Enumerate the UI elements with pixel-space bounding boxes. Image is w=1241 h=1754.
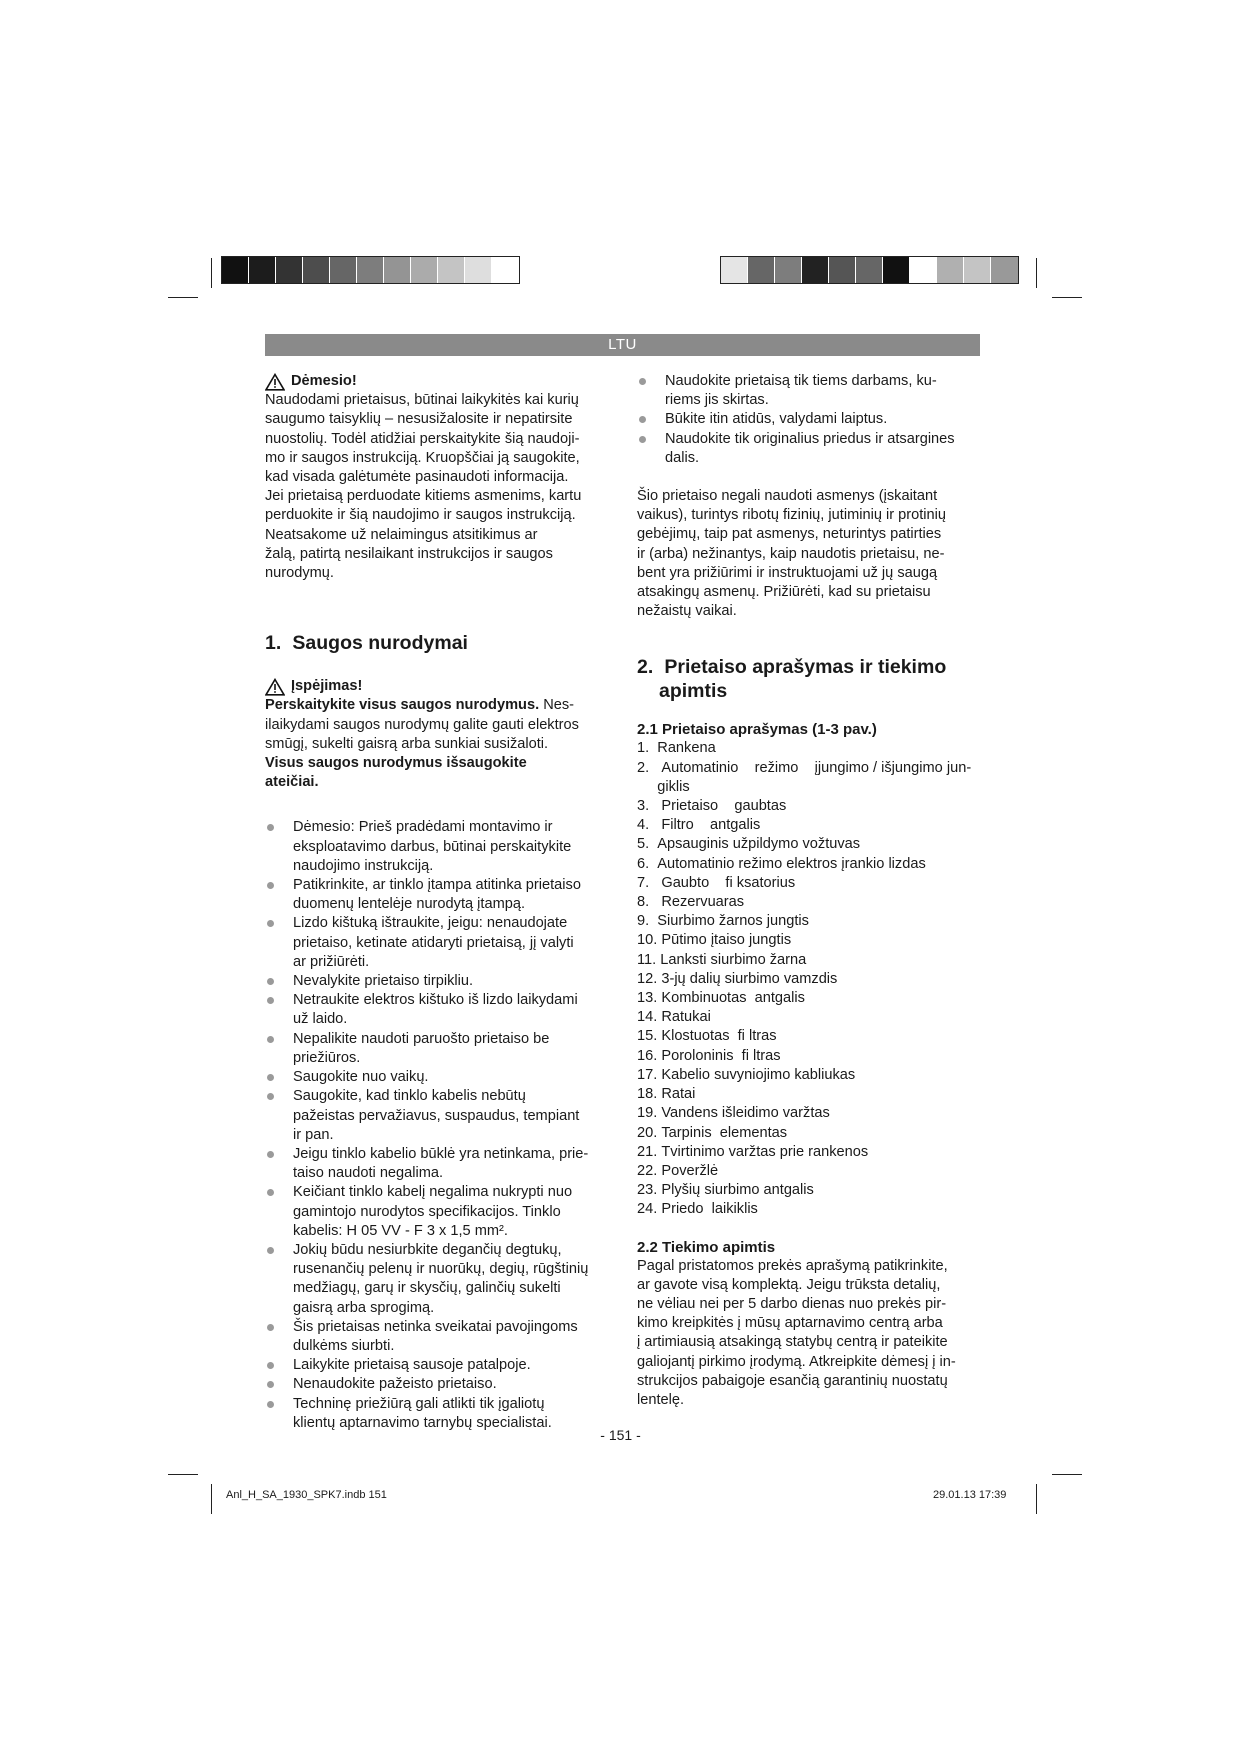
color-swatch xyxy=(856,257,883,283)
color-swatch xyxy=(964,257,991,283)
bullet-line: Keičiant tinklo kabelį negalima nukrypti nuo xyxy=(293,1184,573,1201)
part-item xyxy=(637,1124,1002,1143)
part-label: Poroloninis fi ltras xyxy=(661,1047,781,1064)
color-swatch xyxy=(991,257,1018,283)
part-item xyxy=(637,1047,1002,1066)
part-number: 15. xyxy=(637,1028,662,1045)
bullet-line: pažeistas pervažiavus, suspaudus, tempiant xyxy=(293,1107,580,1124)
bullet-line: gamintojo nurodytos specifikacijos. Tinklo xyxy=(293,1203,561,1220)
language-code: LTU xyxy=(608,336,637,353)
color-swatch xyxy=(883,257,910,283)
attention-title: Dėmesio! xyxy=(291,373,357,389)
persons-line: ir (arba) nežinantys, kaip naudotis prietaisu, ne- xyxy=(637,545,945,562)
section-title: Saugos nurodymai xyxy=(292,632,468,655)
persons-line: gebėjimų, taip pat asmenys, neturintys patirties xyxy=(637,526,942,543)
bullet-item xyxy=(265,1030,610,1068)
bullet-item xyxy=(265,818,610,876)
bullet-line: riems jis skirtas. xyxy=(665,392,769,409)
part-label: Poveržlė xyxy=(661,1162,719,1179)
bullet-line: taiso naudoti negalima. xyxy=(293,1165,444,1182)
supply-line: kimo kreipkitės į mūsų aptarnavimo centrą arba xyxy=(637,1315,943,1332)
section-number: 2. xyxy=(637,656,654,679)
part-item xyxy=(637,931,1002,950)
part-label: Plyšių siurbimo antgalis xyxy=(661,1182,814,1199)
warning-text xyxy=(265,716,610,754)
bullet-line: Saugokite nuo vaikų. xyxy=(293,1069,429,1086)
footer-date: 29.01.13 17:39 xyxy=(933,1489,1007,1501)
supply-line: Pagal pristatomos prekės aprašymą patikrinkite, xyxy=(637,1257,948,1274)
part-number: 12. xyxy=(637,970,662,987)
bullet-line: Naudokite prietaisą tik tiems darbams, ku- xyxy=(665,373,937,389)
bullet-item xyxy=(265,1087,610,1145)
bullet-line: kabelis: H 05 VV - F 3 x 1,5 mm². xyxy=(293,1222,508,1239)
part-number: 13. xyxy=(637,990,662,1007)
part-item xyxy=(637,912,1002,931)
bullet-line: dulkėms siurbti. xyxy=(293,1337,395,1354)
color-swatch xyxy=(276,257,303,283)
supply-line: galiojantį pirkimo įrodymą. Atkreipkite dėmesį į in- xyxy=(637,1353,956,1370)
part-number: 24. xyxy=(637,1201,662,1218)
persons-line: vaikus), turintys ribotų fizinių, jutiminių ir protinių xyxy=(637,507,947,524)
right-column xyxy=(637,372,1002,1410)
footer-file: Anl_H_SA_1930_SPK7.indb 151 xyxy=(226,1489,387,1501)
part-label: Gaubto fi ksatorius xyxy=(661,874,796,891)
bullet-line: prietaiso, ketinate atidaryti prietaisą, jį valyti xyxy=(293,934,574,951)
attention-text xyxy=(265,391,610,583)
part-number: 1. xyxy=(637,740,658,757)
supply-line: į artimiausią atsakingą statybų centrą ir pateikite xyxy=(637,1334,948,1351)
bullet-item xyxy=(637,410,1002,429)
bullet-line: Patikrinkite, ar tinklo įtampa atitinka prietaiso xyxy=(293,877,581,894)
print-color-bar-right xyxy=(720,256,1019,284)
bullet-line: rusenančių pelenų ir nuorūkų, degių, rūgštinių xyxy=(293,1261,589,1278)
part-item xyxy=(637,989,1002,1008)
section-title: Prietaiso aprašymas ir tiekimo xyxy=(664,656,947,679)
warning-lead-bold: Perskaitykite visus saugos nurodymus. xyxy=(265,697,540,714)
bullet-line: eksploatavimo darbus, būtinai perskaitykite xyxy=(293,838,572,855)
part-number: 22. xyxy=(637,1162,662,1179)
warning-keep-line: ateičiai. xyxy=(265,774,319,791)
part-item xyxy=(637,970,1002,989)
attention-line: saugumo taisyklių – nesusižalosite ir nepatirsite xyxy=(265,411,573,428)
bullet-line: priežiūros. xyxy=(293,1049,361,1066)
attention-line: nuostolių. Todėl atidžiai perskaitykite šią naudoji- xyxy=(265,430,580,447)
bullet-line: duomenų lentelėje nurodytą įtampą. xyxy=(293,896,526,913)
bullet-item xyxy=(265,876,610,914)
print-color-bar-left xyxy=(221,256,520,284)
part-label: Automatinio režimo elektros įrankio lizdas xyxy=(657,855,926,872)
color-swatch xyxy=(384,257,411,283)
part-label: Vandens išleidimo varžtas xyxy=(661,1105,830,1122)
bullet-line: Dėmesio: Prieš pradėdami montavimo ir xyxy=(293,819,553,836)
section-2-heading xyxy=(637,655,1002,703)
part-number: 4. xyxy=(637,817,662,834)
section-1-heading xyxy=(265,631,610,655)
part-label: Apsauginis užpildymo vožtuvas xyxy=(657,836,861,853)
subsection-2-1-heading: 2.1 Prietaiso aprašymas (1-3 pav.) xyxy=(637,721,877,739)
bullet-item xyxy=(265,914,610,972)
bullet-line: Nenaudokite pažeisto prietaiso. xyxy=(293,1376,497,1393)
attention-line: Jei prietaisą perduodate kitiems asmenims, kartu xyxy=(265,488,582,505)
part-number: 6. xyxy=(637,855,658,872)
attention-line: žalą, patirtą nesilaikant instrukcijos ir saugos xyxy=(265,545,553,562)
crop-mark xyxy=(1036,1484,1037,1514)
part-item xyxy=(637,1162,1002,1181)
bullet-line: dalis. xyxy=(665,449,700,466)
supply-text xyxy=(637,1257,1002,1411)
bullet-line: Šis prietaisas netinka sveikatai pavojingoms xyxy=(293,1318,578,1335)
part-item xyxy=(637,778,1002,797)
bullet-line: Jokių būdu nesiurbkite degančių degtukų, xyxy=(293,1241,562,1258)
supply-line: ar gavote visą komplektą. Jeigu trūksta detalių, xyxy=(637,1276,941,1293)
part-item xyxy=(637,1143,1002,1162)
bullet-item xyxy=(265,1183,610,1241)
part-label: Pūtimo įtaiso jungtis xyxy=(661,932,792,949)
part-item xyxy=(637,759,1002,778)
bullet-line: medžiagų, garų ir skysčių, galinčių sukelti xyxy=(293,1280,561,1297)
part-label: Filtro antgalis xyxy=(661,817,761,834)
attention-line: Neatsakome už nelaimingus atsitikimus ar xyxy=(265,526,538,543)
bullet-line: Lizdo kištuką ištraukite, jeigu: nenaudojate xyxy=(293,915,568,932)
bullet-line: Saugokite, kad tinklo kabelis nebūtų xyxy=(293,1088,526,1105)
color-swatch xyxy=(721,257,748,283)
part-label: Automatinio režimo įjungimo / išjungimo jun- xyxy=(661,759,972,776)
part-number: 3. xyxy=(637,798,662,815)
bullet-item xyxy=(265,1241,610,1318)
part-number: 18. xyxy=(637,1086,662,1103)
part-label: Kabelio suvyniojimo kabliukas xyxy=(661,1066,856,1083)
left-column xyxy=(265,372,610,1433)
parts-list xyxy=(637,739,1002,1219)
part-item xyxy=(637,835,1002,854)
bullet-line: klientų aptarnavimo tarnybų specialistai. xyxy=(293,1414,552,1431)
bullet-item xyxy=(265,1318,610,1356)
part-item xyxy=(637,797,1002,816)
part-label: Priedo laikiklis xyxy=(661,1201,758,1218)
part-label: giklis xyxy=(657,778,690,795)
crop-mark xyxy=(211,258,212,288)
section-title-cont: apimtis xyxy=(659,680,728,703)
part-label: Tarpinis elementas xyxy=(661,1124,788,1141)
warning-line: ilaikydami saugos nurodymų galite gauti elektros xyxy=(265,716,579,733)
part-label: Ratukai xyxy=(661,1009,711,1026)
bullet-item xyxy=(265,991,610,1029)
bullet-line: Nepalikite naudoti paruošto prietaiso be xyxy=(293,1030,550,1047)
attention-line: mo ir saugos instrukciją. Kruopščiai ją saugokite, xyxy=(265,449,580,466)
crop-mark xyxy=(1052,1474,1082,1475)
part-label: Lanksti siurbimo žarna xyxy=(660,951,807,968)
bullet-item xyxy=(265,1068,610,1087)
bullet-line: Laikykite prietaisą sausoje patalpoje. xyxy=(293,1357,531,1374)
part-number: 5. xyxy=(637,836,658,853)
part-item xyxy=(637,816,1002,835)
part-item xyxy=(637,1104,1002,1123)
color-swatch xyxy=(775,257,802,283)
part-number: 17. xyxy=(637,1066,662,1083)
part-item xyxy=(637,1008,1002,1027)
color-swatch xyxy=(748,257,775,283)
part-number: 2. xyxy=(637,759,662,776)
bullet-line: gaisrą arba sprogimą. xyxy=(293,1299,435,1316)
crop-mark xyxy=(168,297,198,298)
part-number: 20. xyxy=(637,1124,662,1141)
color-swatch xyxy=(357,257,384,283)
part-number: 14. xyxy=(637,1009,662,1026)
warning-heading xyxy=(265,677,610,696)
warning-title: Įspėjimas! xyxy=(291,678,363,695)
color-swatch xyxy=(802,257,829,283)
part-item xyxy=(637,874,1002,893)
color-swatch xyxy=(465,257,492,283)
color-swatch xyxy=(330,257,357,283)
warning-keep-text xyxy=(265,754,610,792)
color-swatch xyxy=(303,257,330,283)
part-item xyxy=(637,1200,1002,1219)
bullet-line: Netraukite elektros kištuko iš lizdo laikydami xyxy=(293,992,578,1009)
crop-mark xyxy=(211,1484,212,1514)
part-label: Kombinuotas antgalis xyxy=(661,990,805,1007)
bullet-item xyxy=(637,430,1002,468)
section-number: 1. xyxy=(265,632,282,655)
usage-bullet-list xyxy=(637,372,1002,468)
part-item xyxy=(637,739,1002,758)
color-swatch xyxy=(249,257,276,283)
part-label: Klostuotas fi ltras xyxy=(661,1028,777,1045)
part-item xyxy=(637,951,1002,970)
crop-mark xyxy=(1052,297,1082,298)
bullet-item xyxy=(265,1356,610,1375)
color-swatch xyxy=(910,257,937,283)
part-label: Siurbimo žarnos jungtis xyxy=(657,913,809,930)
bullet-line: ir pan. xyxy=(293,1126,334,1143)
attention-line: nurodymų. xyxy=(265,565,334,582)
part-item xyxy=(637,1066,1002,1085)
warning-lead xyxy=(265,696,610,715)
crop-mark xyxy=(168,1474,198,1475)
persons-line: bent yra prižiūrimi ir instruktuojami už jų saugą xyxy=(637,564,938,581)
part-number: 8. xyxy=(637,894,662,911)
part-number xyxy=(637,778,657,797)
subsection-2-2-heading: 2.2 Tiekimo apimtis xyxy=(637,1238,776,1256)
part-label: Rankena xyxy=(657,740,716,757)
part-number: 11. xyxy=(637,951,661,968)
bullet-line: už laido. xyxy=(293,1011,348,1028)
part-number: 16. xyxy=(637,1047,662,1064)
bullet-line: Būkite itin atidūs, valydami laiptus. xyxy=(665,411,888,428)
part-number: 19. xyxy=(637,1105,662,1122)
part-label: Rezervuaras xyxy=(661,894,745,911)
part-number: 21. xyxy=(637,1143,662,1160)
part-number: 7. xyxy=(637,874,662,891)
color-swatch xyxy=(411,257,438,283)
part-item xyxy=(637,855,1002,874)
bullet-line: Techninę priežiūrą gali atlikti tik įgaliotų xyxy=(293,1395,545,1412)
bullet-item xyxy=(265,1145,610,1183)
color-swatch xyxy=(492,257,519,283)
persons-line: atsakingų asmenų. Prižiūrėti, kad su prietaisu xyxy=(637,584,931,601)
crop-mark xyxy=(1036,258,1037,288)
part-label: Ratai xyxy=(661,1086,696,1103)
bullet-item xyxy=(637,372,1002,410)
color-swatch xyxy=(222,257,249,283)
part-item xyxy=(637,1085,1002,1104)
warning-line: smūgį, sukelti gaisrą arba sunkiai susižaloti. xyxy=(265,735,549,752)
bullet-line: Nevalykite prietaiso tirpikliu. xyxy=(293,973,474,990)
persons-notice-text xyxy=(637,487,1002,621)
color-swatch xyxy=(438,257,465,283)
warning-triangle-icon xyxy=(265,373,285,391)
color-swatch xyxy=(829,257,856,283)
part-number: 23. xyxy=(637,1182,662,1199)
attention-line: perduokite ir šią naudojimo ir saugos instrukciją. xyxy=(265,507,576,524)
supply-line: ne vėliau nei per 5 darbo dienas nuo prekės pir- xyxy=(637,1295,947,1312)
bullet-line: Jeigu tinklo kabelio būklė yra netinkama, prie- xyxy=(293,1145,589,1162)
bullet-line: Naudokite tik originalius priedus ir atsargines xyxy=(665,430,955,447)
safety-bullet-list xyxy=(265,818,610,1433)
part-label: Tvirtinimo varžtas prie rankenos xyxy=(661,1143,869,1160)
page-number: - 151 - xyxy=(600,1427,641,1443)
supply-line: strukcijos pabaigoje esančią garantinių nuostatų xyxy=(637,1372,948,1389)
part-number: 10. xyxy=(637,932,662,949)
attention-line: Naudodami prietaisus, būtinai laikykitės kai kurių xyxy=(265,392,579,409)
warning-keep-line: Visus saugos nurodymus išsaugokite xyxy=(265,755,527,772)
persons-line: nežaistų vaikai. xyxy=(637,603,737,620)
part-number: 9. xyxy=(637,913,658,930)
warning-lead-rest: Nes- xyxy=(539,697,575,714)
language-header xyxy=(265,334,980,356)
bullet-line: naudojimo instrukciją. xyxy=(293,857,434,874)
color-swatch xyxy=(937,257,964,283)
part-item xyxy=(637,893,1002,912)
bullet-item xyxy=(265,1375,610,1394)
part-item xyxy=(637,1027,1002,1046)
attention-line: kad visada galėtumėte pasinaudoti informacija. xyxy=(265,469,569,486)
supply-line: lentelę. xyxy=(637,1391,685,1408)
warning-triangle-icon xyxy=(265,678,285,696)
bullet-line: ar prižiūrėti. xyxy=(293,953,370,970)
part-label: Prietaiso gaubtas xyxy=(661,798,787,815)
part-label: 3-jų dalių siurbimo vamzdis xyxy=(661,970,838,987)
part-item xyxy=(637,1181,1002,1200)
persons-line: Šio prietaiso negali naudoti asmenys (įskaitant xyxy=(637,488,938,505)
attention-heading xyxy=(265,372,610,391)
bullet-item xyxy=(265,972,610,991)
